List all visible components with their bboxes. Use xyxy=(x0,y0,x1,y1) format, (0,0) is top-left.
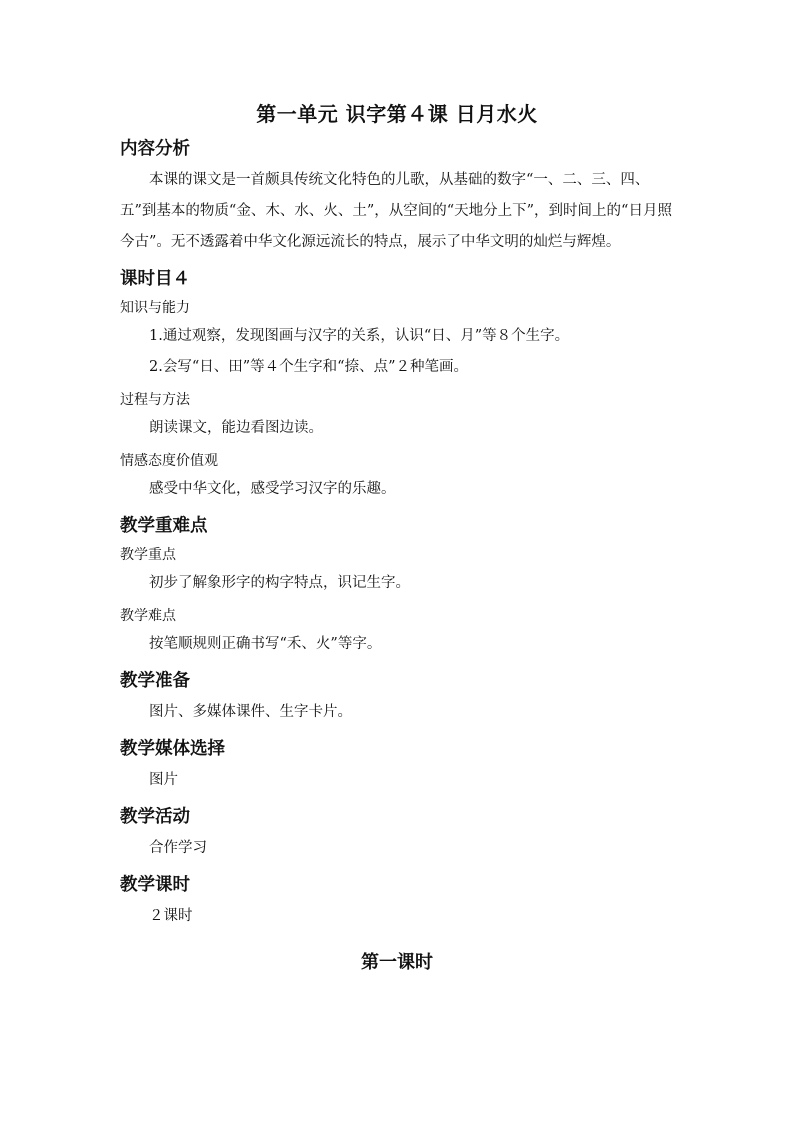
media-text: 图片 xyxy=(149,772,178,788)
preparation-heading: 教学准备 xyxy=(120,671,190,691)
content-analysis-section xyxy=(120,137,674,258)
hours-text: ２课时 xyxy=(149,908,193,924)
difficulty-text: 按笔顺规则正确书写“禾、火”等字。 xyxy=(149,636,382,652)
knowledge-item-1: 1.通过观察，发现图画与汉字的关系，认识“日、月”等８个生字。 xyxy=(149,328,570,344)
key-points-heading: 教学重难点 xyxy=(120,516,208,536)
process-label: 过程与方法 xyxy=(120,392,190,408)
media-section xyxy=(120,737,674,796)
content-analysis-body: 本课的课文是一首颇具传统文化特色的儿歌，从基础的数字“一、二、三、四、五”到基本的物质“金、木、水、火、土”，从空间的“天地分上下”，到时间上的“日月照今古”。无不透露着中华文化源远流长的特点，展示了中华文明的灿烂与辉煌。 xyxy=(120,172,672,250)
knowledge-item-2: 2.会写“日、田”等４个生字和“捺、点”２种笔画。 xyxy=(149,359,468,375)
activity-heading: 教学活动 xyxy=(120,807,190,827)
focus-label: 教学重点 xyxy=(120,547,176,563)
preparation-section xyxy=(120,669,674,728)
activity-section xyxy=(120,805,674,864)
emotion-text: 感受中华文化，感受学习汉字的乐趣。 xyxy=(149,481,396,497)
media-heading: 教学媒体选择 xyxy=(120,739,225,759)
hours-heading: 教学课时 xyxy=(120,875,190,895)
focus-text: 初步了解象形字的构字特点，识记生字。 xyxy=(149,575,410,591)
lesson-one-title: 第一课时 xyxy=(361,952,433,973)
knowledge-label: 知识与能力 xyxy=(120,300,190,316)
activity-text: 合作学习 xyxy=(149,840,207,856)
document-title: 第一单元 识字第４课 日月水火 xyxy=(256,102,538,126)
emotion-label: 情感态度价值观 xyxy=(120,453,218,469)
content-analysis-heading: 内容分析 xyxy=(120,139,190,159)
difficulty-label: 教学难点 xyxy=(120,608,176,624)
objectives-heading: 课时目４ xyxy=(120,269,190,289)
key-points-section xyxy=(120,514,674,660)
hours-section xyxy=(120,873,674,932)
process-text: 朗读课文，能边看图边读。 xyxy=(149,420,323,436)
preparation-text: 图片、多媒体课件、生字卡片。 xyxy=(149,704,352,720)
objectives-section xyxy=(120,267,674,505)
